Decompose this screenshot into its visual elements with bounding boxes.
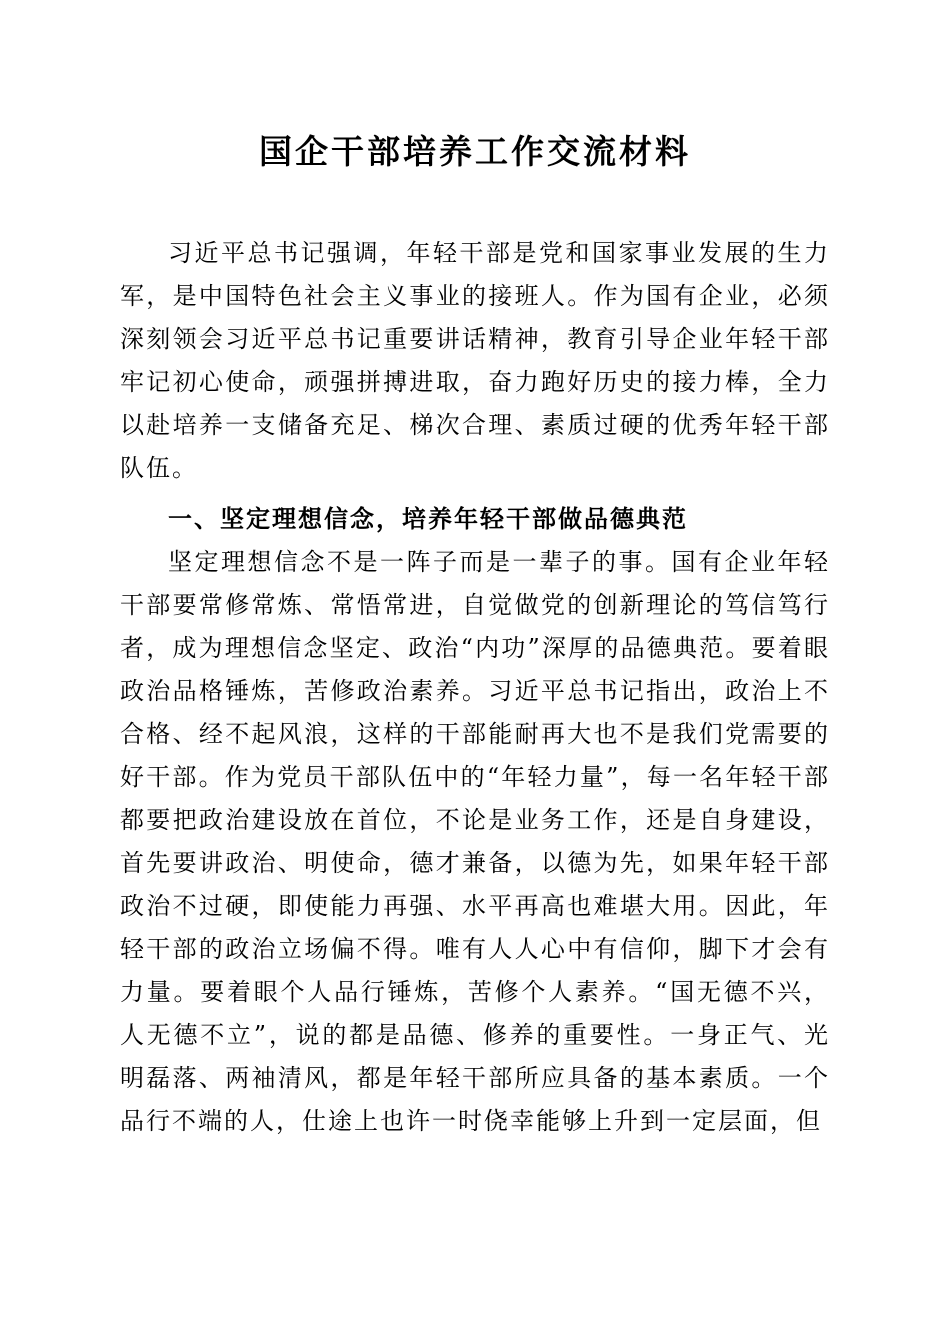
- section-paragraph: 坚定理想信念不是一阵子而是一辈子的事。国有企业年轻干部要常修常炼、常悟常进，自觉做党的创新理论的笃信笃行者，成为理想信念坚定、政治“内功”深厚的品德典范。要着眼政治品格锤炼，苦修政治素养。习近平总书记指出，政治上不合格、经不起风浪，这样的干部能耐再大也不是我们党需要的好干部。作为党员干部队伍中的“年轻力量”，每一名年轻干部都要把政治建设放在首位，不论是业务工作，还是自身建设，首先要讲政治、明使命，德才兼备，以德为先，如果年轻干部政治不过硬，即使能力再强、水平再高也难堪大用。因此，年轻干部的政治立场偏不得。唯有人人心中有信仰，脚下才会有力量。要着眼个人品行锤炼，苦修个人素养。“国无德不兴，人无德不立”，说的都是品德、修养的重要性。一身正气、光明磊落、两袖清风，都是年轻干部所应具备的基本素质。一个品行不端的人，仕途上也许一时侥幸能够上升到一定层面，但: [120, 548, 830, 1135]
- section-heading: 一、坚定理想信念，培养年轻干部做品德典范: [168, 505, 688, 533]
- intro-paragraph: 习近平总书记强调，年轻干部是党和国家事业发展的生力军，是中国特色社会主义事业的接班人。作为国有企业，必须深刻领会习近平总书记重要讲话精神，教育引导企业年轻干部牢记初心使命，顽强拼搏进取，奋力跑好历史的接力棒，全力以赴培养一支储备充足、梯次合理、素质过硬的优秀年轻干部队伍。: [120, 239, 830, 482]
- document-title: 国企干部培养工作交流材料: [259, 132, 691, 171]
